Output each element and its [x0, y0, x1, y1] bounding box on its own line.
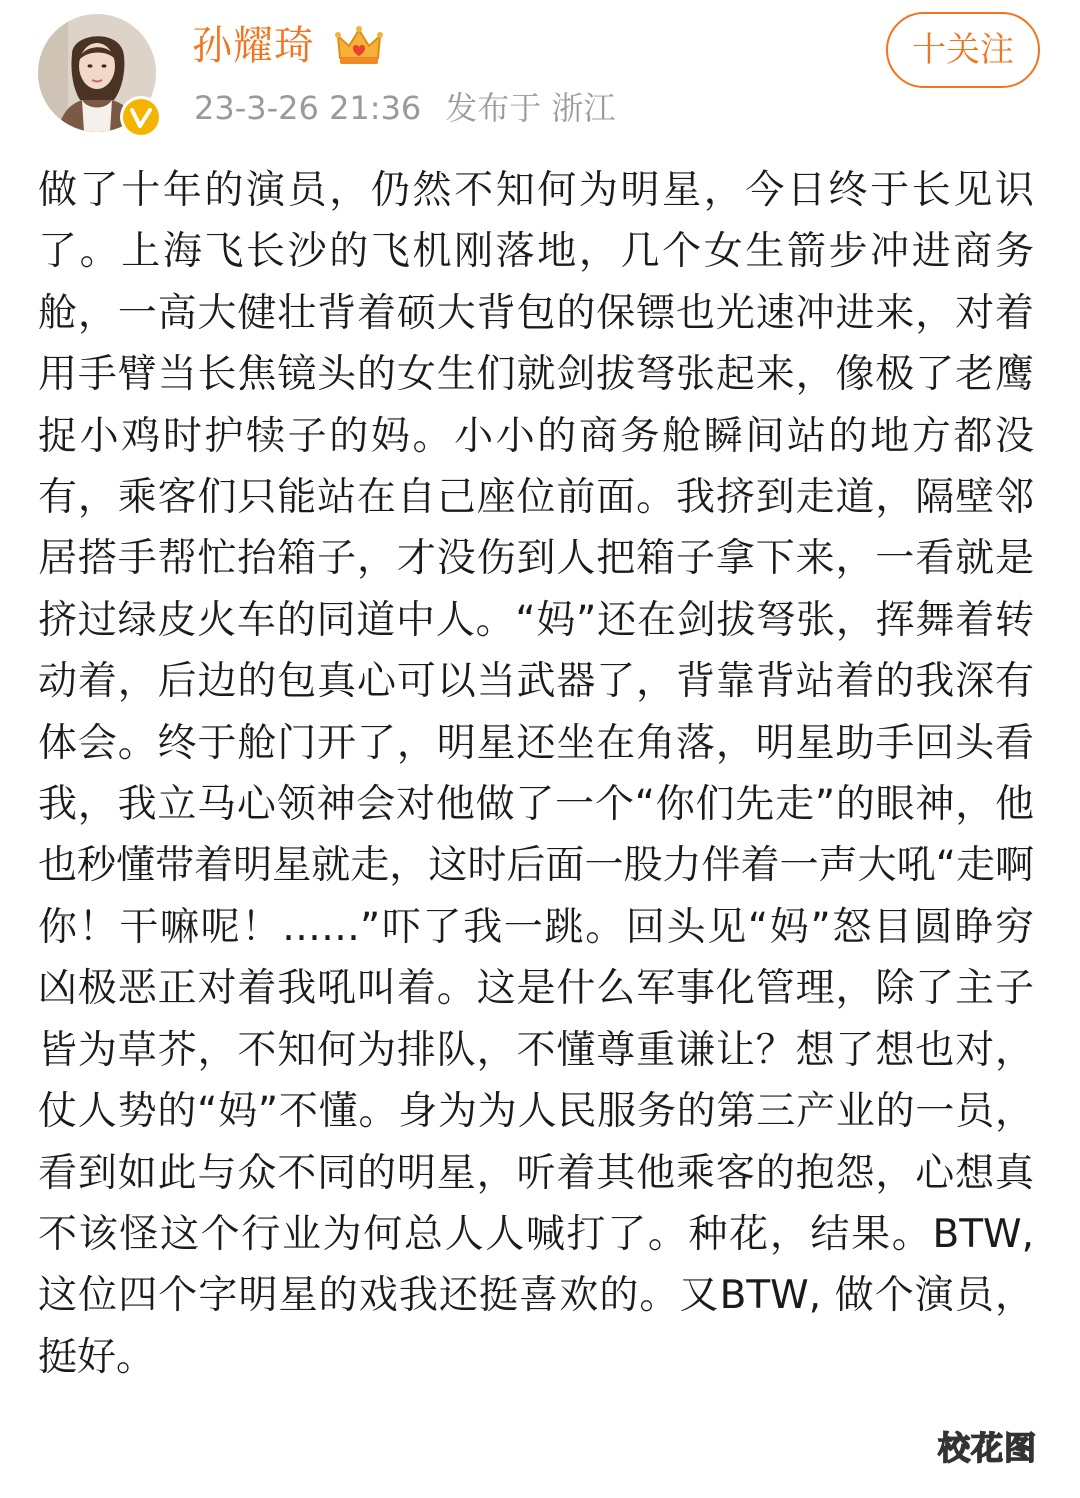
- post-location: 发布于 浙江: [445, 89, 616, 127]
- author-name[interactable]: 孙耀琦: [192, 23, 315, 69]
- verified-badge: [120, 96, 162, 138]
- verified-v-icon: [120, 96, 162, 138]
- watermark: 校花图: [938, 1429, 1038, 1467]
- post-meta: [194, 86, 615, 130]
- post-header: [0, 0, 1080, 150]
- post-timestamp: 23-3-26 21:36: [194, 89, 422, 127]
- follow-button[interactable]: 十关注: [886, 12, 1040, 88]
- post-body-text: 做了十年的演员，仍然不知何为明星，今日终于长见识了。上海飞长沙的飞机刚落地，几个女生箭步冲进商务舱，一高大健壮背着硕大背包的保镖也光速冲进来，对着用手臂当长焦镜头的女生们就剑拔弩张起来，像极了老鹰捉小鸡时护犊子的妈。小小的商务舱瞬间站的地方都没有，乘客们只能站在自己座位前面。我挤到走道，隔壁邻居搭手帮忙抬箱子，才没伤到人把箱子拿下来，一看就是挤过绿皮火车的同道中人。“妈”还在剑拔弩张，挥舞着转动着，后边的包真心可以当武器了，背靠背站着的我深有体会。终于舱门开了，明星还坐在角落，明星助手回头看我，我立马心领神会对他做了一个“你们先走”的眼神，他也秒懂带着明星就走，这时后面一股力伴着一声大吼“走啊你！干嘛呢！……”吓了我一跳。回头见“妈”怒目圆睁穷凶极恶正对着我吼叫着。这是什么军事化管理，除了主子皆为草芥，不知何为排队，不懂尊重谦让？想了想也对，仗人势的“妈”不懂。身为为人民服务的第三产业的一员，看到如此与众不同的明星，听着其他乘客的抱怨，心想真不该怪这个行业为何总人人喊打了。种花，结果。BTW, 这位四个字明星的戏我还挺喜欢的。又BTW, 做个演员，挺好。: [38, 168, 1047, 1380]
- crown-icon: [334, 24, 384, 68]
